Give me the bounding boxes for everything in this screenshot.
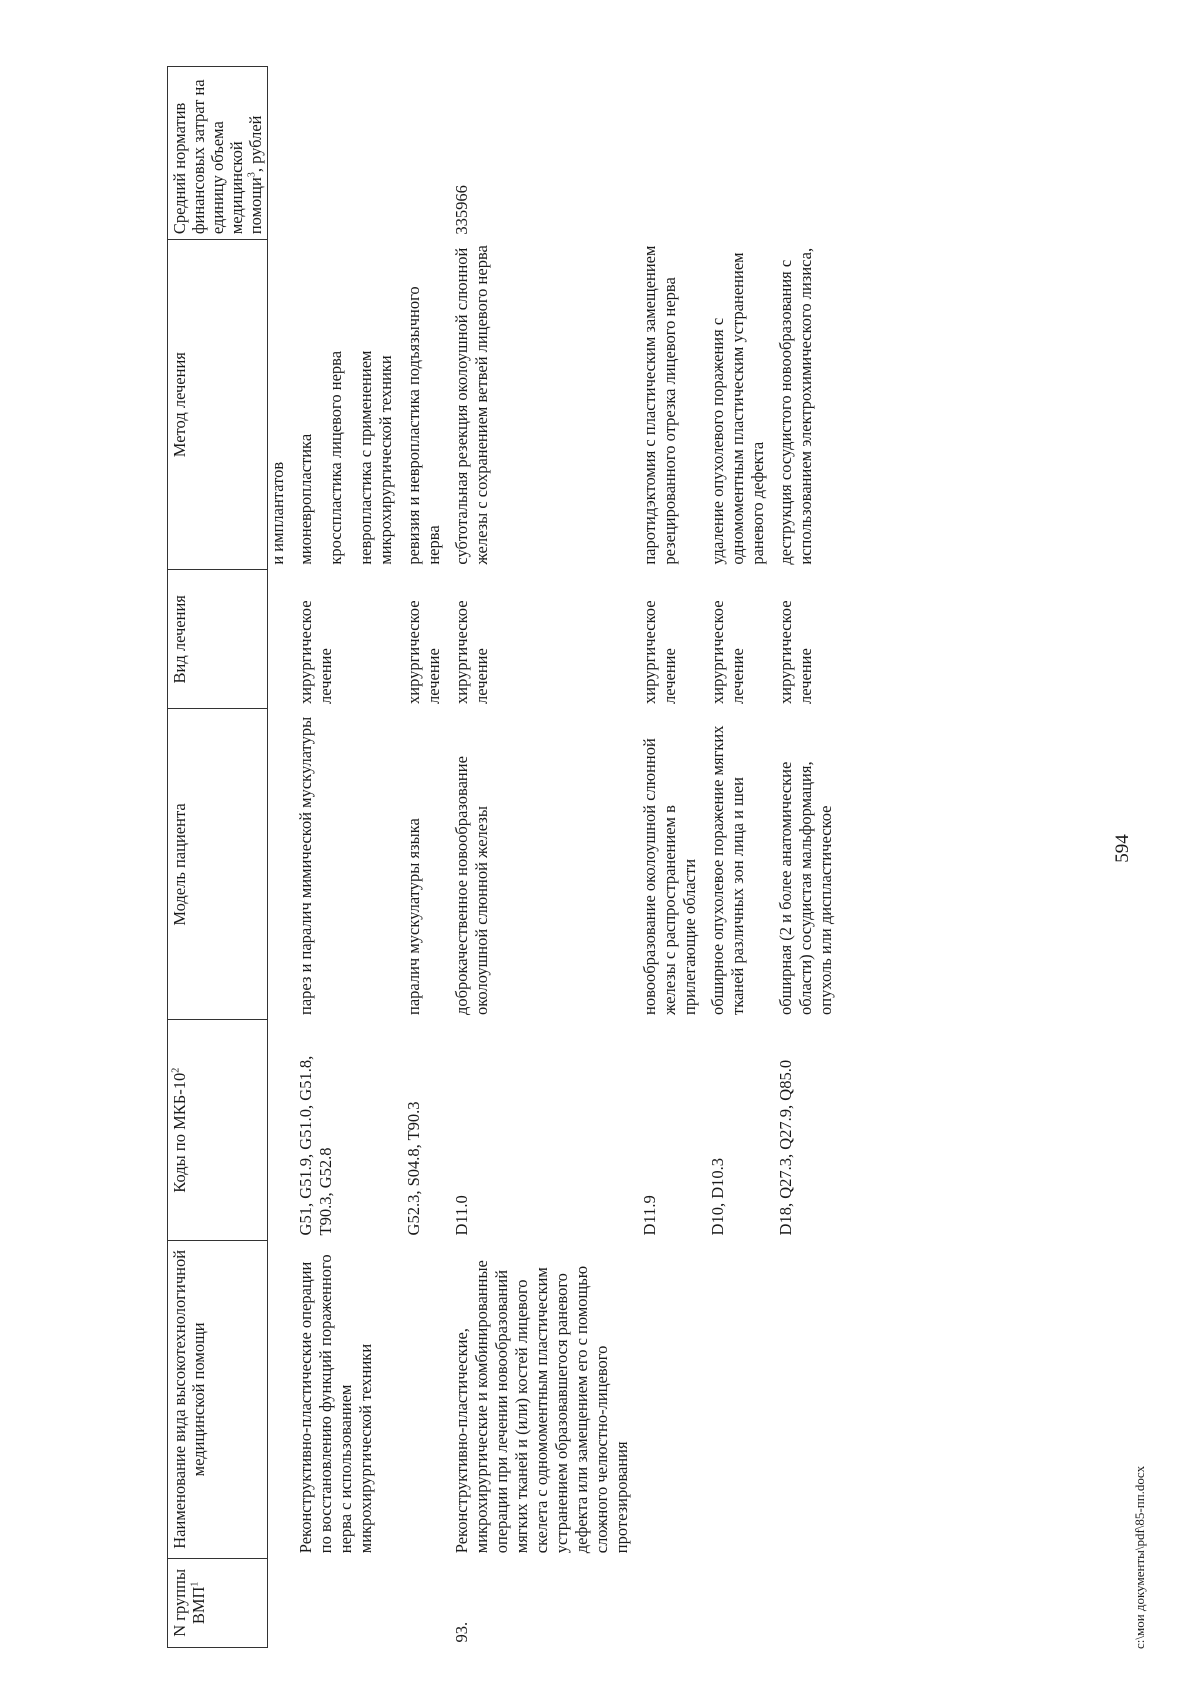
treatment-type-cell: хирургическое лечение — [452, 600, 491, 704]
average-cost-cell: 335966 — [452, 185, 471, 235]
row-spacer — [700, 67, 708, 1648]
row-spacer — [396, 67, 404, 1648]
treatment-type-cell: хирургическое лечение — [296, 600, 335, 704]
treatment-method-cell — [296, 240, 396, 570]
table-row — [404, 67, 444, 1648]
header-treatment-type: Вид лечения — [168, 570, 268, 709]
treatment-type-cell: хирургическое лечение — [708, 600, 747, 704]
group-number-cell — [640, 1558, 700, 1647]
footer-file-path: c:\мои документы\pdf\85-пп.docx — [1132, 1465, 1147, 1649]
vmp-table — [167, 66, 836, 1648]
row-spacer-cell — [700, 67, 708, 1648]
treatment-type-cell — [268, 570, 289, 709]
average-cost-cell — [776, 67, 836, 240]
treatment-method-item: кросспластика лицевого нерва — [326, 350, 345, 565]
header-average-cost: Средний норматив финансовых затрат на единицу объема медицинской помощи$^3$, рублей — [168, 67, 268, 240]
icd-codes-cell: D18, Q27.3, Q27.9, Q85.0 — [776, 1059, 795, 1236]
row-spacer — [768, 67, 776, 1648]
group-number-cell — [404, 1558, 444, 1647]
vmp-name-cell — [268, 1240, 289, 1558]
row-spacer — [444, 67, 452, 1648]
treatment-type-cell: хирургическое лечение — [404, 600, 443, 704]
group-number-cell — [776, 1558, 836, 1647]
icd-codes-cell: D11.9 — [640, 1195, 659, 1236]
table-row — [640, 67, 700, 1648]
average-cost-cell — [268, 67, 289, 240]
treatment-method-item: невропластика с применением микрохирургической техники — [356, 350, 395, 565]
patient-model-cell: парез и паралич мимической мускулатуры — [296, 716, 315, 1015]
patient-model-cell: доброкачественное новообразование околоушной слюнной железы — [452, 756, 491, 1015]
table-row — [452, 67, 632, 1648]
table-row — [776, 67, 836, 1648]
group-number-cell — [268, 1558, 289, 1647]
page-number: 594 — [1112, 834, 1133, 863]
vmp-name-cell: Реконструктивно-пластические, микрохирургические и комбинированные операции при лечении новообразований мягких тканей и (или) костей лицевого скелета с одномоментным пластическим устранением образовавшегося раневого дефекта или замещением его с помощью сложного челюстно-лицевого протезирования — [452, 1260, 631, 1554]
treatment-method-cell — [640, 240, 700, 570]
treatment-type-cell: хирургическое лечение — [640, 600, 679, 704]
header-patient-model: Модель пациента — [168, 709, 268, 1020]
patient-model-cell: обширная (2 и более анатомические области) сосудистая мальформация, опухоль или диспластическое — [776, 761, 835, 1015]
treatment-method-item: субтотальная резекция околоушной слюнной железы с сохранением ветвей лицевого нерва — [452, 245, 491, 565]
treatment-method-item: мионевропластика — [296, 433, 315, 565]
treatment-method-item: паротидэктомия с пластическим замещением резецированного отрезка лицевого нерва — [640, 245, 679, 565]
table-body — [268, 67, 837, 1648]
group-number-cell: 93. — [452, 1621, 471, 1643]
group-number-cell — [708, 1558, 768, 1647]
row-spacer-cell — [288, 67, 296, 1648]
icd-codes-cell — [268, 1020, 289, 1240]
icd-codes-cell: G52.3, S04.8, T90.3 — [404, 1101, 423, 1236]
table-header — [168, 67, 268, 1648]
header-icd-codes: Коды по МКБ-$10^2$ — [168, 1020, 268, 1240]
row-spacer-cell — [768, 67, 776, 1648]
patient-model-cell: паралич мускулатуры языка — [404, 818, 423, 1015]
table-row — [708, 67, 768, 1648]
table-row — [268, 67, 289, 1648]
patient-model-cell: новообразование околоушной слюнной железы с распространением в прилегающие области — [640, 738, 699, 1015]
treatment-method-item: деструкция сосудистого новообразования с использованием электрохимического лизиса, — [776, 247, 815, 565]
treatment-method-cell — [404, 240, 444, 570]
patient-model-cell: обширное опухолевое поражение мягких тканей различных зон лица и шеи — [708, 725, 747, 1015]
treatment-method-item: удаление опухолевого поражения с одномоментным пластическим устранением раневого дефекта — [708, 252, 767, 565]
vmp-name-cell — [404, 1240, 444, 1558]
vmp-name-cell: Реконструктивно-пластические операции по восстановлению функций пораженного нерва с использованием микрохирургической техники — [296, 1254, 375, 1554]
vmp-name-cell — [708, 1240, 768, 1558]
patient-model-cell — [268, 709, 289, 1020]
treatment-method-cell — [708, 240, 768, 570]
treatment-method-cell — [776, 240, 836, 570]
treatment-method-item: и имплантатов — [268, 461, 287, 565]
vmp-name-cell — [640, 1240, 700, 1558]
header-treatment-method: Метод лечения — [168, 240, 268, 570]
treatment-method-item: ревизия и невропластика подъязычного нерва — [404, 286, 443, 565]
average-cost-cell — [296, 67, 396, 240]
treatment-method-cell — [452, 240, 632, 570]
treatment-method-cell — [268, 240, 289, 570]
average-cost-cell — [640, 67, 700, 240]
row-spacer-cell — [396, 67, 404, 1648]
row-spacer-cell — [632, 67, 640, 1648]
icd-codes-cell: G51, G51.9, G51.0, G51.8, T90.3, G52.8 — [296, 1055, 335, 1236]
row-spacer — [632, 67, 640, 1648]
table-row — [296, 67, 396, 1648]
icd-codes-cell: D11.0 — [452, 1195, 471, 1236]
average-cost-cell — [404, 67, 444, 240]
header-group-number: N группы ВМП$^1$ — [168, 1558, 268, 1647]
row-spacer-cell — [444, 67, 452, 1648]
row-spacer — [288, 67, 296, 1648]
treatment-type-cell: хирургическое лечение — [776, 600, 815, 704]
average-cost-cell — [708, 67, 768, 240]
header-vmp-name: Наименование вида высокотехнологичной медицинской помощи — [168, 1240, 268, 1558]
group-number-cell — [296, 1558, 396, 1647]
vmp-name-cell — [776, 1240, 836, 1558]
icd-codes-cell: D10, D10.3 — [708, 1157, 727, 1236]
